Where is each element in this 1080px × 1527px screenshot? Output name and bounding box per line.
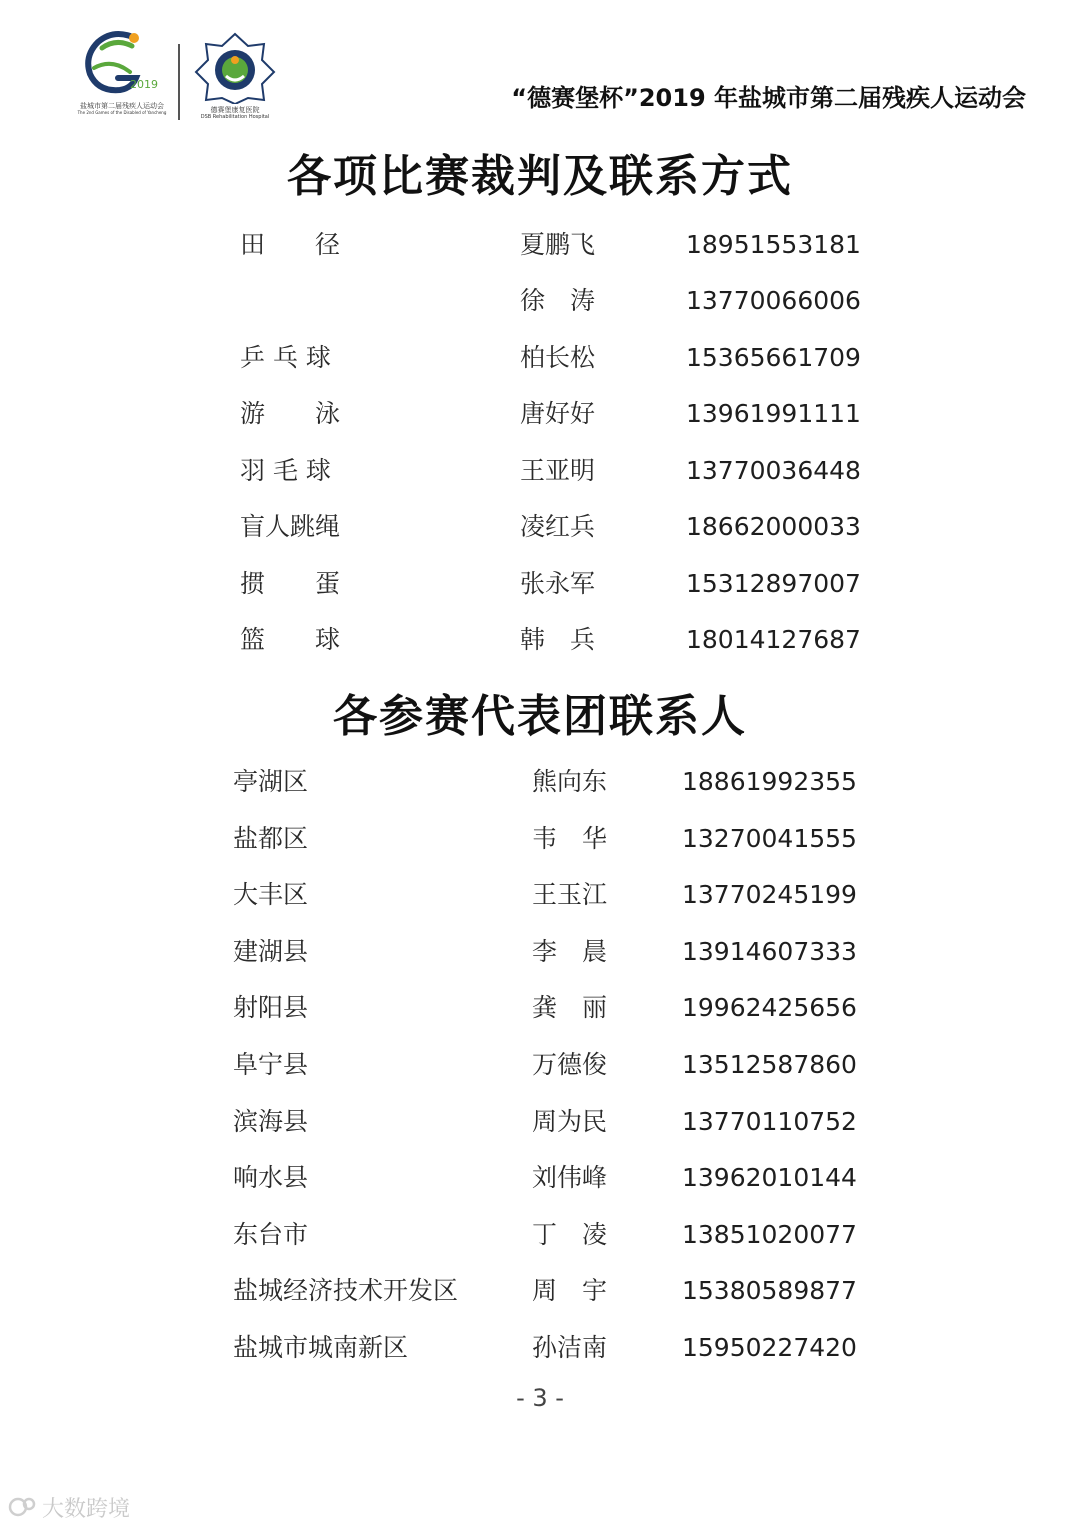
watermark	[8, 1490, 130, 1524]
contact-phone: 18861992355	[682, 767, 857, 796]
hospital-logo	[190, 32, 280, 122]
watermark-logo-icon	[8, 1495, 38, 1519]
games-logo	[72, 28, 172, 120]
referee-name: 王亚明	[520, 456, 596, 485]
delegation-row	[0, 819, 1080, 859]
referee-phone: 18014127687	[686, 625, 861, 654]
contact-name: 熊向东	[532, 767, 608, 796]
referee-row	[0, 225, 1080, 265]
referee-phone: 18662000033	[686, 512, 861, 541]
team-name: 射阳县	[233, 993, 309, 1022]
delegation-row	[0, 762, 1080, 802]
contact-name: 万德俊	[532, 1050, 608, 1079]
contact-name: 李 晨	[532, 937, 608, 966]
referee-row	[0, 620, 1080, 660]
contact-phone: 15950227420	[682, 1333, 857, 1362]
referee-name: 夏鹏飞	[520, 230, 596, 259]
team-name: 建湖县	[233, 937, 309, 966]
logo-year: 2019	[130, 78, 158, 91]
delegation-row	[0, 988, 1080, 1028]
event-name: 篮 球	[240, 625, 341, 654]
contact-name: 孙洁南	[532, 1333, 608, 1362]
event-name: 乒 乓 球	[240, 343, 331, 372]
team-name: 盐城经济技术开发区	[233, 1276, 459, 1305]
contact-phone: 13770245199	[682, 880, 857, 909]
referee-row	[0, 394, 1080, 434]
team-name: 亭湖区	[233, 767, 309, 796]
contact-name: 周为民	[532, 1107, 608, 1136]
referee-name: 徐 涛	[520, 286, 596, 315]
delegation-row	[0, 1102, 1080, 1142]
referee-row	[0, 451, 1080, 491]
contact-phone: 15380589877	[682, 1276, 857, 1305]
referee-row	[0, 564, 1080, 604]
delegation-row	[0, 1328, 1080, 1368]
event-name: 盲人跳绳	[240, 512, 341, 541]
delegation-row	[0, 875, 1080, 915]
referee-name: 凌红兵	[520, 512, 596, 541]
delegation-row	[0, 932, 1080, 972]
event-name: 羽 毛 球	[240, 456, 331, 485]
team-name: 阜宁县	[233, 1050, 309, 1079]
referee-name: 张永军	[520, 569, 596, 598]
delegation-row	[0, 1271, 1080, 1311]
contact-name: 龚 丽	[532, 993, 608, 1022]
contact-phone: 19962425656	[682, 993, 857, 1022]
page-number: - 3 -	[516, 1384, 564, 1412]
team-name: 盐都区	[233, 824, 309, 853]
team-name: 大丰区	[233, 880, 309, 909]
referee-name: 柏长松	[520, 343, 596, 372]
delegation-row	[0, 1158, 1080, 1198]
contact-phone: 13851020077	[682, 1220, 857, 1249]
logo-divider	[178, 44, 180, 120]
referee-row	[0, 338, 1080, 378]
header-title: “德赛堡杯”2019 年盐城市第二届残疾人运动会	[511, 84, 1026, 112]
team-name: 盐城市城南新区	[233, 1333, 409, 1362]
delegation-row	[0, 1045, 1080, 1085]
team-name: 东台市	[233, 1220, 309, 1249]
referee-phone: 15365661709	[686, 343, 861, 372]
referees-section-title: 各项比赛裁判及联系方式	[287, 151, 793, 202]
contact-phone: 13914607333	[682, 937, 857, 966]
referee-row	[0, 281, 1080, 321]
referee-phone: 13770036448	[686, 456, 861, 485]
contact-phone: 13512587860	[682, 1050, 857, 1079]
watermark-text: 大数跨境	[42, 1496, 131, 1522]
team-name: 滨海县	[233, 1107, 309, 1136]
contact-name: 刘伟峰	[532, 1163, 608, 1192]
team-name: 响水县	[233, 1163, 309, 1192]
referee-phone: 13770066006	[686, 286, 861, 315]
contact-name: 丁 凌	[532, 1220, 608, 1249]
event-name: 掼 蛋	[240, 569, 341, 598]
delegations-section-title: 各参赛代表团联系人	[333, 691, 747, 742]
logo-lettering: 盐城市第二届残疾人运动会 The 2nd Games of the Disabled of Yancheng	[77, 102, 167, 115]
contact-phone: 13270041555	[682, 824, 857, 853]
contact-phone: 13770110752	[682, 1107, 857, 1136]
event-name: 田 径	[240, 230, 341, 259]
contact-name: 周 宇	[532, 1276, 608, 1305]
contact-name: 韦 华	[532, 824, 608, 853]
contact-phone: 13962010144	[682, 1163, 857, 1192]
referee-row	[0, 507, 1080, 547]
event-name: 游 泳	[240, 399, 341, 428]
referee-name: 韩 兵	[520, 625, 596, 654]
referee-name: 唐好好	[520, 399, 596, 428]
delegation-row	[0, 1215, 1080, 1255]
contact-name: 王玉江	[532, 880, 608, 909]
referee-phone: 13961991111	[686, 399, 861, 428]
referee-phone: 15312897007	[686, 569, 861, 598]
referee-phone: 18951553181	[686, 230, 861, 259]
hospital-lettering: 德赛堡康复医院 DSB Rehabilitation Hospital	[200, 106, 270, 120]
hospital-emblem-icon	[190, 32, 280, 104]
